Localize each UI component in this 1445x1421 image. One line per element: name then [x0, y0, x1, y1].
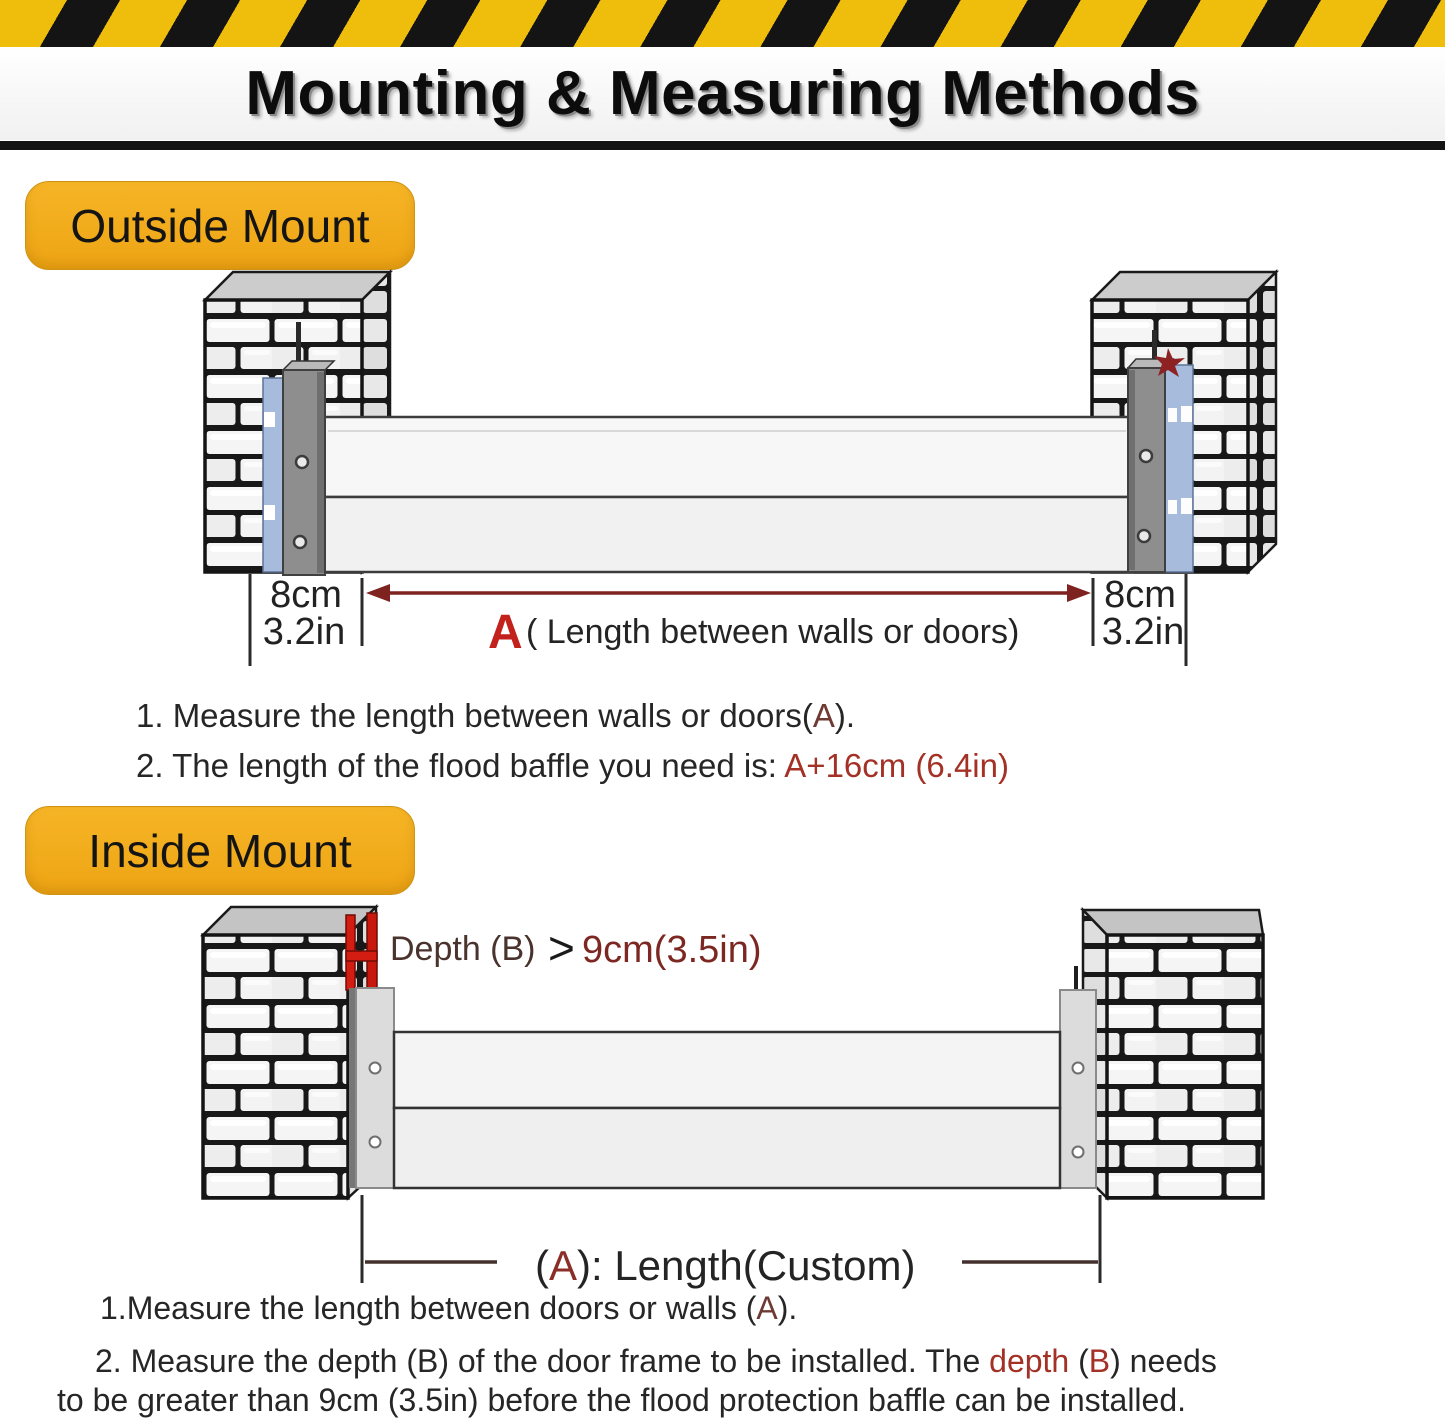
step-letter-a: A	[812, 697, 835, 734]
greater-than-symbol: >	[548, 922, 575, 974]
offset-measure-right	[1093, 574, 1186, 666]
page-title: Mounting & Measuring Methods	[245, 59, 1200, 128]
offset-left-in-label: 3.2in	[262, 611, 346, 653]
length-label-rest: ): Length(Custom)	[577, 1242, 916, 1289]
outside-step-2: 2. The length of the flood baffle you need is: A+16cm (6.4in)	[136, 747, 1009, 785]
length-label-open: (	[535, 1242, 549, 1289]
inside-mount-badge	[25, 806, 415, 895]
outside-steps	[136, 691, 1009, 791]
depth-word-highlight: depth	[989, 1343, 1070, 1379]
hazard-stripe-banner	[0, 0, 1445, 47]
depth-label: Depth (B)	[390, 930, 536, 968]
span-measure-arrow	[366, 584, 1091, 602]
length-letter-a: A	[549, 1242, 578, 1289]
header-divider-bar	[0, 141, 1445, 150]
flood-baffle-outside	[320, 417, 1133, 572]
outside-mount-diagram	[0, 260, 1445, 690]
channel-rail-right	[1165, 365, 1193, 572]
channel-rail-left	[263, 378, 283, 572]
side-plate-left	[349, 988, 394, 1188]
depth-letter-highlight: B	[1088, 1343, 1111, 1379]
offset-right-in-label: 3.2in	[1101, 611, 1185, 653]
baffle-length-formula: A+16cm (6.4in)	[784, 747, 1009, 785]
inside-step-2-line1: 2. Measure the depth (B) of the door frame to be installed. The depth (B) needs	[95, 1343, 1217, 1379]
inside-mount-label: Inside Mount	[88, 824, 352, 877]
outside-step-1: 1. Measure the length between walls or doors(A).	[136, 697, 856, 734]
offset-right-cm-label: 8cm	[1104, 574, 1176, 616]
side-plate-right	[1060, 990, 1096, 1188]
outside-mount-label: Outside Mount	[70, 199, 370, 252]
step-letter-a: A	[756, 1290, 778, 1326]
span-description-label: ( Length between walls or doors)	[526, 613, 1020, 651]
anchor-pin-inside-right	[1074, 966, 1078, 990]
span-letter-label: A	[488, 606, 523, 659]
inside-mount-diagram	[0, 890, 1445, 1290]
inside-step-2-line2: to be greater than 9cm (3.5in) before the flood protection baffle can be installed.	[57, 1382, 1187, 1418]
title-banner	[0, 47, 1445, 140]
offset-left-cm-label: 8cm	[270, 574, 342, 616]
depth-value-label: 9cm(3.5in)	[582, 929, 762, 971]
inside-step-1: 1.Measure the length between doors or walls (A).	[100, 1290, 798, 1326]
outside-mount-badge	[25, 181, 415, 270]
flood-baffle-inside	[394, 1032, 1060, 1188]
brick-pillar-right-inside	[1083, 910, 1263, 1198]
offset-measure-left	[250, 574, 362, 666]
